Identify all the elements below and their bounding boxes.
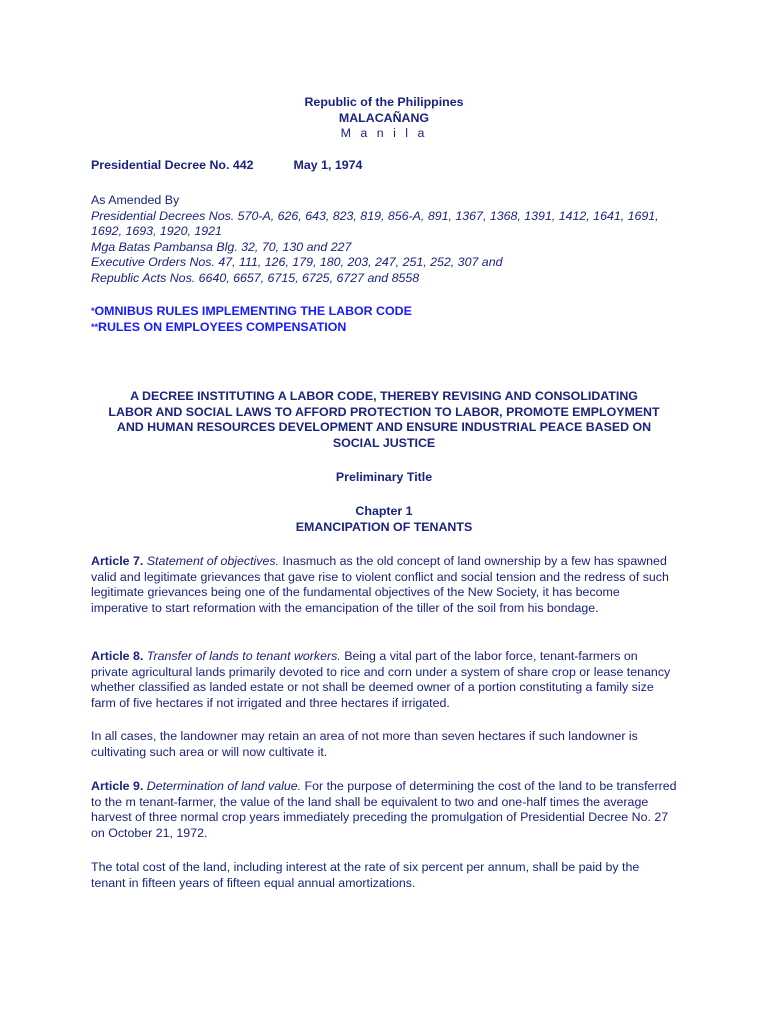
decree-line — [91, 158, 677, 174]
amendments-intro: As Amended By — [91, 193, 180, 207]
article-heading: Transfer of lands to tenant workers. — [146, 649, 341, 663]
chapter-name: EMANCIPATION OF TENANTS — [295, 519, 473, 534]
republic-heading: Republic of the Philippines — [304, 95, 464, 109]
article-text: For the purpose of determining the cost of the land to be transferred to the m tenant-farmer, the value of the land shall be equivalent to two and one-half times the average harvest of three normal crop years immediately preceding the promulgation of Presidential Decree No. 27 on October 21, 1972. — [91, 779, 677, 840]
preliminary-title: Preliminary Title — [335, 470, 433, 484]
omnibus-rules-link[interactable]: *OMNIBUS RULES IMPLEMENTING THE LABOR CODE — [91, 304, 412, 318]
article-text: Being a vital part of the labor force, tenant-farmers on private agricultural lands primarily devoted to rice and corn under a system of share crop or lease tenancy whether classified as landed estate or not shall be deemed owner of a portion constituting a family size farm of five hectares if not irrigated and three hectares if irrigated. — [91, 649, 671, 710]
article-text: The total cost of the land, including interest at the rate of six percent per annum, shall be paid by the tenant in fifteen years of fifteen equal annual amortizations. — [91, 860, 640, 890]
decree-date: May 1, 1974 — [293, 158, 363, 172]
article-9-paragraph — [91, 860, 677, 891]
decree-title: A DECREE INSTITUTING A LABOR CODE, THEREBY REVISING AND CONSOLIDATING LABOR AND SOCIAL LAWS TO AFFORD PROTECTION TO LABOR, PROMOTE EMPLOYMENT AND HUMAN RESOURCES DEVELOPMENT AND ENSURE INDUSTRIAL PEACE BASED ON SOCIAL JUSTICE — [108, 389, 660, 450]
amendments-section — [91, 193, 677, 287]
city-heading: M a n i l a — [340, 126, 428, 140]
article-text: Inasmuch as the old concept of land ownership by a few has spawned valid and legitimate grievances that gave rise to violent conflict and social tension and the redress of such legitimate grievances being one of the fundamental objectives of the New Society, it has become imperative to start reformation with the emancipation of the tiller of the soil from his bondage. — [91, 554, 669, 615]
chapter-number: Chapter 1 — [355, 504, 413, 518]
article-8-paragraph — [91, 729, 677, 760]
amendment-line: Mga Batas Pambansa Blg. 32, 70, 130 and 227 — [91, 239, 352, 254]
amendment-line: Executive Orders Nos. 47, 111, 126, 179, 180, 203, 247, 251, 252, 307 and — [91, 255, 503, 270]
article-label: Article 9. — [91, 779, 144, 793]
employees-compensation-link[interactable]: **RULES ON EMPLOYEES COMPENSATION — [91, 319, 347, 334]
amendment-line: Presidential Decrees Nos. 570-A, 626, 643, 823, 819, 856-A, 891, 1367, 1368, 1391, 1412, 1641, 1691, 1692, 1693, 1920, 1921 — [91, 208, 659, 239]
document-header — [91, 95, 677, 126]
article-label: Article 8. — [91, 649, 144, 663]
article-7 — [91, 554, 677, 616]
decree-number: Presidential Decree No. 442 — [91, 158, 254, 172]
article-label: Article 7. — [91, 554, 144, 568]
article-text: In all cases, the landowner may retain an area of not more than seven hectares if such landowner is cultivating such area or will now cultivate it. — [91, 729, 638, 759]
chapter-heading — [91, 504, 677, 535]
amendment-line: Republic Acts Nos. 6640, 6657, 6715, 6725, 6727 and 8558 — [91, 270, 420, 285]
article-heading: Statement of objectives. — [146, 554, 280, 568]
article-9 — [91, 779, 677, 841]
article-8 — [91, 649, 677, 711]
article-heading: Determination of land value. — [146, 779, 302, 793]
palace-heading: MALACAÑANG — [338, 110, 430, 125]
rules-links — [91, 304, 677, 335]
